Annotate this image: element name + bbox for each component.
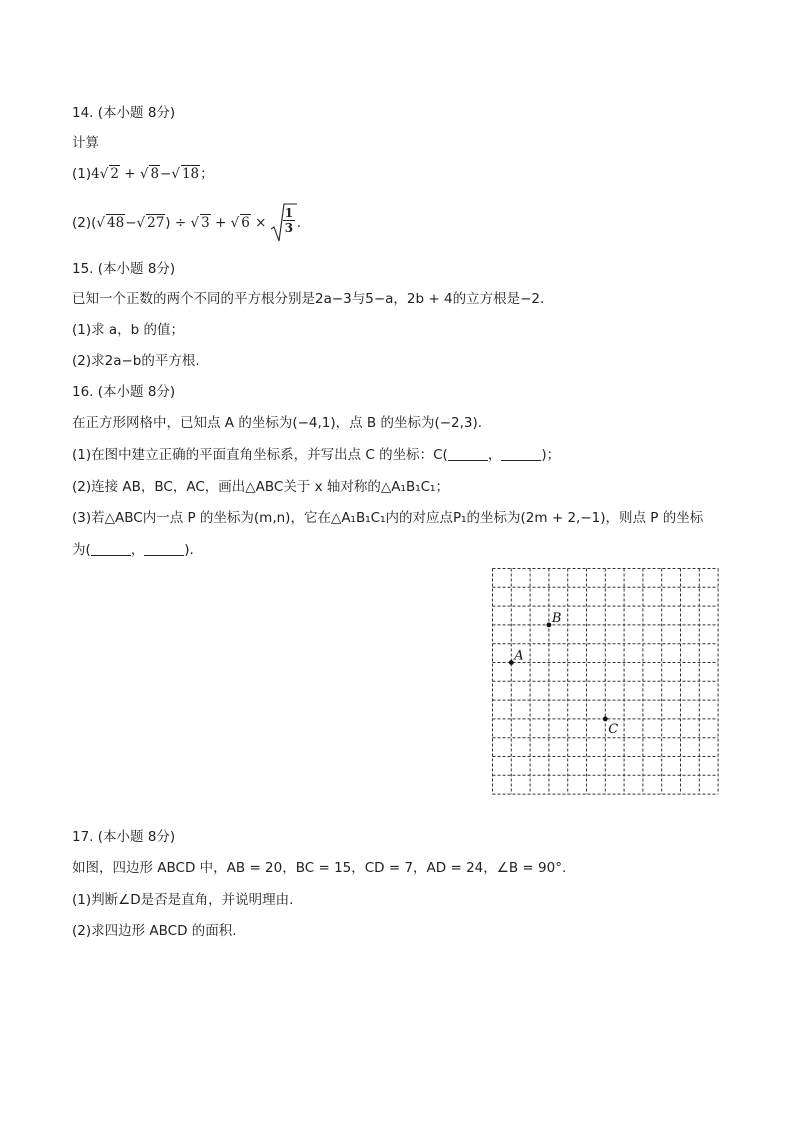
comma: ，: [487, 447, 502, 463]
q15-header: 15. (本小题 8分): [72, 261, 176, 277]
q14-p1-coef: 4: [91, 166, 100, 182]
point-label-a: A: [514, 648, 524, 664]
q14-p2-label: (2)(: [72, 215, 97, 231]
q16-part1: [72, 445, 560, 465]
times-sign: ×: [255, 215, 267, 231]
sqrt-48: √ 48: [96, 215, 125, 231]
q15-part1: (1)求 a，b 的值；: [72, 322, 185, 338]
q14-part1: [72, 164, 214, 184]
q16-p1-text: (1)在图中建立正确的平面直角坐标系，并写出点 C 的坐标：C(: [72, 447, 448, 463]
plus-sign: +: [124, 166, 136, 182]
answer-blank: [448, 447, 488, 461]
fraction-one-third: $\frac{1}{3}$: [284, 206, 294, 235]
point-label-b: B: [551, 610, 562, 626]
q16-part2: (2)连接 AB，BC，AC，画出△ABC关于 x 轴对称的△A₁B₁C₁；: [72, 479, 449, 495]
sqrt-18: √ 18: [171, 166, 200, 182]
q17-header: 17. (本小题 8分): [72, 829, 176, 845]
minus-sign: −: [160, 166, 172, 182]
minus-sign: −: [125, 215, 137, 231]
q16-stem: 在正方形网格中，已知点 A 的坐标为(−4,1)，点 B 的坐标为(−2,3).: [72, 415, 483, 431]
point-b: [547, 623, 552, 628]
q16-p3-text: 为(: [72, 542, 91, 558]
point-label-c: C: [608, 721, 619, 737]
point-c: [603, 717, 608, 722]
q17-part1: (1)判断∠D是否是直角，并说明理由.: [72, 892, 294, 908]
coordinate-grid: [491, 567, 721, 795]
comma: ，: [130, 542, 145, 558]
sqrt-6: √ 6: [230, 215, 250, 231]
q15-part2: (2)求2a−b的平方根.: [72, 353, 200, 369]
sqrt-3: √ 3: [190, 215, 210, 231]
divide-sign: ÷: [174, 215, 187, 231]
sqrt-fraction: [271, 203, 297, 243]
q17-part2: (2)求四边形 ABCD 的面积.: [72, 923, 237, 939]
q16-p3-end: ).: [184, 542, 194, 558]
q16-header: 16. (本小题 8分): [72, 384, 176, 400]
q14-part2: [72, 203, 301, 243]
answer-blank: [501, 447, 541, 461]
sqrt-27: √ 27: [136, 215, 165, 231]
plus-sign: +: [214, 215, 227, 231]
q14-p1-end: ；: [200, 166, 214, 182]
q14-header: 14. (本小题 8分): [72, 105, 176, 121]
q14-p1-label: (1): [72, 166, 92, 182]
q14-intro: 计算: [72, 135, 99, 151]
point-a: [509, 660, 514, 665]
q17-stem: 如图，四边形 ABCD 中，AB = 20，BC = 15，CD = 7，AD = 24，∠B = 90°.: [72, 860, 567, 876]
q15-stem: 已知一个正数的两个不同的平方根分别是2a−3与5−a，2b + 4的立方根是−2.: [72, 291, 545, 307]
sqrt-2: √ 2: [99, 166, 119, 182]
close-paren: ): [165, 215, 171, 231]
q16-part3-line2: [72, 540, 194, 560]
sqrt-8: √ 8: [139, 166, 160, 182]
answer-blank: [91, 542, 131, 556]
q14-p2-end: .: [296, 215, 301, 231]
q16-p1-end: )；: [541, 447, 561, 463]
answer-blank: [144, 542, 184, 556]
q16-part3-line1: (3)若△ABC内一点 P 的坐标为(m,n)，它在△A₁B₁C₁内的对应点P₁的坐标为(2m + 2,−1)，则点 P 的坐标: [72, 510, 704, 526]
